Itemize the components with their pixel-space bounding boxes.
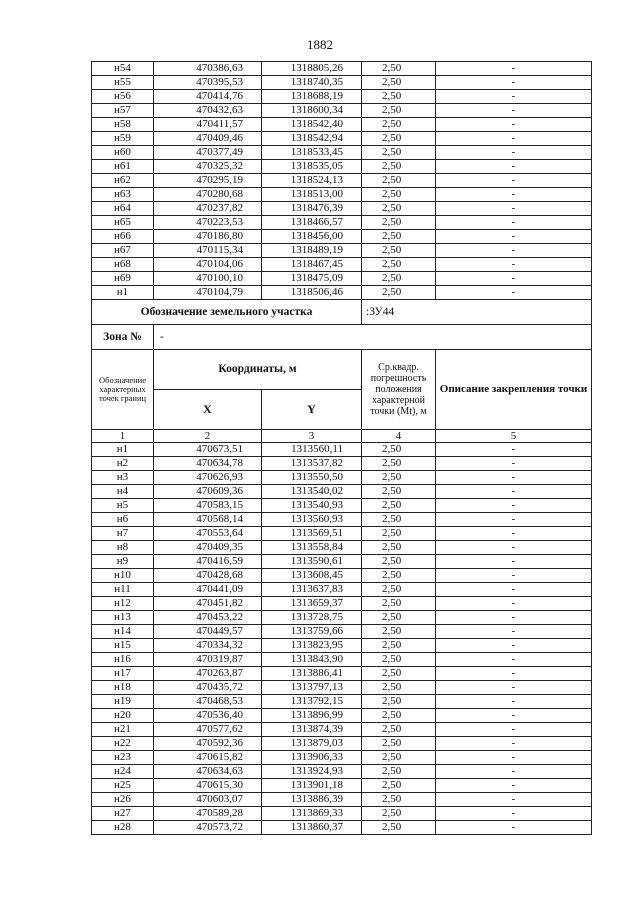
point-id: н3 <box>92 471 154 485</box>
top-section <box>92 62 592 300</box>
coordinate-y: 1313860,37 <box>262 821 362 835</box>
accuracy-value: 2,50 <box>362 90 436 104</box>
fixing-description: - <box>436 597 592 611</box>
point-id: н65 <box>92 216 154 230</box>
header-coordinates: Координаты, м <box>154 350 362 390</box>
table-row <box>92 286 592 300</box>
coordinate-x: 470451,82 <box>154 597 262 611</box>
accuracy-value: 2,50 <box>362 709 436 723</box>
fixing-description: - <box>436 104 592 118</box>
table-row <box>92 625 592 639</box>
accuracy-value: 2,50 <box>362 555 436 569</box>
fixing-description: - <box>436 146 592 160</box>
accuracy-value: 2,50 <box>362 667 436 681</box>
table-row <box>92 202 592 216</box>
coordinate-x: 470609,36 <box>154 485 262 499</box>
point-id: н59 <box>92 132 154 146</box>
coordinate-y: 1313560,93 <box>262 513 362 527</box>
point-id: н60 <box>92 146 154 160</box>
point-id: н55 <box>92 76 154 90</box>
coordinate-y: 1313886,41 <box>262 667 362 681</box>
accuracy-value: 2,50 <box>362 499 436 513</box>
point-id: н56 <box>92 90 154 104</box>
table-row <box>92 471 592 485</box>
point-id: н57 <box>92 104 154 118</box>
coordinate-x: 470386,63 <box>154 62 262 76</box>
fixing-description: - <box>436 723 592 737</box>
point-id: н24 <box>92 765 154 779</box>
fixing-description: - <box>436 443 592 457</box>
coordinate-x: 470435,72 <box>154 681 262 695</box>
header-accuracy: Ср.квадр. погрешность положения характерной точки (Mt), м <box>362 350 436 430</box>
coordinate-x: 470615,30 <box>154 779 262 793</box>
coordinate-x: 470536,40 <box>154 709 262 723</box>
table-row <box>92 709 592 723</box>
point-id: н23 <box>92 751 154 765</box>
point-id: н69 <box>92 272 154 286</box>
coordinate-y: 1313560,11 <box>262 443 362 457</box>
point-id: н4 <box>92 485 154 499</box>
coordinate-x: 470573,72 <box>154 821 262 835</box>
coordinate-y: 1313896,99 <box>262 709 362 723</box>
point-id: н67 <box>92 244 154 258</box>
coordinate-x: 470325,32 <box>154 160 262 174</box>
coordinate-x: 470449,57 <box>154 625 262 639</box>
coordinate-y: 1318600,34 <box>262 104 362 118</box>
column-number: 1 <box>92 430 154 443</box>
column-number: 5 <box>436 430 592 443</box>
coordinate-x: 470295,19 <box>154 174 262 188</box>
table-row <box>92 597 592 611</box>
accuracy-value: 2,50 <box>362 471 436 485</box>
point-id: н1 <box>92 286 154 300</box>
fixing-description: - <box>436 639 592 653</box>
accuracy-value: 2,50 <box>362 821 436 835</box>
accuracy-value: 2,50 <box>362 457 436 471</box>
coordinate-y: 1313906,33 <box>262 751 362 765</box>
accuracy-value: 2,50 <box>362 723 436 737</box>
coordinate-y: 1318456,00 <box>262 230 362 244</box>
point-id: н11 <box>92 583 154 597</box>
table-row <box>92 737 592 751</box>
table-row <box>92 230 592 244</box>
coordinate-y: 1313540,02 <box>262 485 362 499</box>
coordinate-x: 470186,80 <box>154 230 262 244</box>
coordinate-x: 470577,62 <box>154 723 262 737</box>
zone-label: Зона № <box>92 325 154 350</box>
table-row <box>92 174 592 188</box>
accuracy-value: 2,50 <box>362 104 436 118</box>
accuracy-value: 2,50 <box>362 202 436 216</box>
accuracy-value: 2,50 <box>362 146 436 160</box>
accuracy-value: 2,50 <box>362 793 436 807</box>
fixing-description: - <box>436 118 592 132</box>
coordinate-y: 1313728,75 <box>262 611 362 625</box>
fixing-description: - <box>436 132 592 146</box>
fixing-description: - <box>436 258 592 272</box>
fixing-description: - <box>436 765 592 779</box>
accuracy-value: 2,50 <box>362 132 436 146</box>
coordinate-x: 470615,82 <box>154 751 262 765</box>
point-id: н54 <box>92 62 154 76</box>
column-number: 2 <box>154 430 262 443</box>
coordinate-x: 470583,15 <box>154 499 262 513</box>
coordinate-y: 1318535,05 <box>262 160 362 174</box>
table-row <box>92 104 592 118</box>
parcel-value: :ЗУ44 <box>362 300 592 325</box>
table-row <box>92 541 592 555</box>
coordinate-y: 1318805,26 <box>262 62 362 76</box>
coordinate-y: 1313537,82 <box>262 457 362 471</box>
point-id: н22 <box>92 737 154 751</box>
coordinate-x: 470104,79 <box>154 286 262 300</box>
accuracy-value: 2,50 <box>362 765 436 779</box>
table-row <box>92 779 592 793</box>
table-row <box>92 639 592 653</box>
point-id: н8 <box>92 541 154 555</box>
fixing-description: - <box>436 174 592 188</box>
table-row <box>92 160 592 174</box>
coordinate-y: 1313874,39 <box>262 723 362 737</box>
accuracy-value: 2,50 <box>362 443 436 457</box>
coordinate-y: 1313901,18 <box>262 779 362 793</box>
table-row <box>92 216 592 230</box>
coordinate-y: 1313659,37 <box>262 597 362 611</box>
accuracy-value: 2,50 <box>362 286 436 300</box>
fixing-description: - <box>436 527 592 541</box>
fixing-description: - <box>436 471 592 485</box>
header-y: Y <box>262 390 362 430</box>
column-number: 4 <box>362 430 436 443</box>
coordinate-x: 470453,22 <box>154 611 262 625</box>
accuracy-value: 2,50 <box>362 681 436 695</box>
table-row <box>92 555 592 569</box>
accuracy-value: 2,50 <box>362 611 436 625</box>
coordinate-y: 1318513,00 <box>262 188 362 202</box>
table-row <box>92 821 592 835</box>
point-id: н58 <box>92 118 154 132</box>
fixing-description: - <box>436 230 592 244</box>
coordinate-x: 470603,07 <box>154 793 262 807</box>
coordinate-x: 470377,49 <box>154 146 262 160</box>
coordinate-x: 470334,32 <box>154 639 262 653</box>
page-number: 1882 <box>307 37 333 52</box>
coordinate-x: 470409,35 <box>154 541 262 555</box>
accuracy-value: 2,50 <box>362 527 436 541</box>
coordinate-x: 470634,63 <box>154 765 262 779</box>
table-row <box>92 793 592 807</box>
coordinate-x: 470409,46 <box>154 132 262 146</box>
accuracy-value: 2,50 <box>362 737 436 751</box>
coordinate-x: 470223,53 <box>154 216 262 230</box>
accuracy-value: 2,50 <box>362 216 436 230</box>
table-row <box>92 244 592 258</box>
header-section <box>92 300 592 443</box>
table-row <box>92 583 592 597</box>
fixing-description: - <box>436 541 592 555</box>
accuracy-value: 2,50 <box>362 485 436 499</box>
coordinate-y: 1313569,51 <box>262 527 362 541</box>
accuracy-value: 2,50 <box>362 174 436 188</box>
coordinate-x: 470626,93 <box>154 471 262 485</box>
point-id: н14 <box>92 625 154 639</box>
table-row <box>92 457 592 471</box>
table-row <box>92 443 592 457</box>
coordinate-y: 1318466,57 <box>262 216 362 230</box>
header-x: X <box>154 390 262 430</box>
coordinate-y: 1318475,09 <box>262 272 362 286</box>
coordinate-y: 1313843,90 <box>262 653 362 667</box>
fixing-description: - <box>436 513 592 527</box>
point-id: н6 <box>92 513 154 527</box>
fixing-description: - <box>436 272 592 286</box>
table-row <box>92 485 592 499</box>
point-id: н21 <box>92 723 154 737</box>
table-row <box>92 90 592 104</box>
table-row <box>92 188 592 202</box>
coordinate-y: 1313550,50 <box>262 471 362 485</box>
coordinate-y: 1313886,39 <box>262 793 362 807</box>
fixing-description: - <box>436 681 592 695</box>
accuracy-value: 2,50 <box>362 597 436 611</box>
accuracy-value: 2,50 <box>362 695 436 709</box>
accuracy-value: 2,50 <box>362 230 436 244</box>
accuracy-value: 2,50 <box>362 160 436 174</box>
accuracy-value: 2,50 <box>362 244 436 258</box>
point-id: н9 <box>92 555 154 569</box>
coordinate-y: 1318489,19 <box>262 244 362 258</box>
column-number: 3 <box>262 430 362 443</box>
coordinate-y: 1318542,94 <box>262 132 362 146</box>
point-id: н64 <box>92 202 154 216</box>
fixing-description: - <box>436 779 592 793</box>
table-row <box>92 527 592 541</box>
fixing-description: - <box>436 611 592 625</box>
table-row <box>92 76 592 90</box>
fixing-description: - <box>436 667 592 681</box>
fixing-description: - <box>436 244 592 258</box>
table-row <box>92 146 592 160</box>
coordinate-y: 1313590,61 <box>262 555 362 569</box>
point-id: н10 <box>92 569 154 583</box>
accuracy-value: 2,50 <box>362 76 436 90</box>
coordinate-y: 1313558,84 <box>262 541 362 555</box>
fixing-description: - <box>436 62 592 76</box>
coordinate-x: 470441,09 <box>154 583 262 597</box>
header-point-designation: Обозначение характерных точек границ <box>92 350 154 430</box>
accuracy-value: 2,50 <box>362 118 436 132</box>
point-id: н28 <box>92 821 154 835</box>
coordinate-y: 1313540,93 <box>262 499 362 513</box>
table-row <box>92 569 592 583</box>
table-row <box>92 751 592 765</box>
coordinate-x: 470553,64 <box>154 527 262 541</box>
fixing-description: - <box>436 807 592 821</box>
table-row <box>92 132 592 146</box>
point-id: н27 <box>92 807 154 821</box>
coordinate-y: 1313797,13 <box>262 681 362 695</box>
fixing-description: - <box>436 555 592 569</box>
table-row <box>92 513 592 527</box>
fixing-description: - <box>436 457 592 471</box>
accuracy-value: 2,50 <box>362 188 436 202</box>
coordinate-x: 470280,68 <box>154 188 262 202</box>
point-id: н7 <box>92 527 154 541</box>
accuracy-value: 2,50 <box>362 258 436 272</box>
accuracy-value: 2,50 <box>362 62 436 76</box>
coordinate-x: 470411,57 <box>154 118 262 132</box>
header-fixing: Описание закрепления точки <box>436 350 592 430</box>
fixing-description: - <box>436 737 592 751</box>
coordinate-y: 1318533,45 <box>262 146 362 160</box>
accuracy-value: 2,50 <box>362 272 436 286</box>
coordinate-y: 1318476,39 <box>262 202 362 216</box>
accuracy-value: 2,50 <box>362 569 436 583</box>
fixing-description: - <box>436 499 592 513</box>
fixing-description: - <box>436 569 592 583</box>
accuracy-value: 2,50 <box>362 751 436 765</box>
point-id: н25 <box>92 779 154 793</box>
coordinate-x: 470673,51 <box>154 443 262 457</box>
table-row <box>92 499 592 513</box>
fixing-description: - <box>436 202 592 216</box>
coordinate-x: 470263,87 <box>154 667 262 681</box>
table-row <box>92 118 592 132</box>
zone-value: - <box>154 325 592 350</box>
accuracy-value: 2,50 <box>362 583 436 597</box>
point-id: н13 <box>92 611 154 625</box>
table-row <box>92 807 592 821</box>
table-row <box>92 695 592 709</box>
parcel-label: Обозначение земельного участка <box>92 300 362 325</box>
point-id: н63 <box>92 188 154 202</box>
accuracy-value: 2,50 <box>362 625 436 639</box>
table-row <box>92 62 592 76</box>
coordinate-x: 470589,28 <box>154 807 262 821</box>
coordinate-y: 1313879,03 <box>262 737 362 751</box>
table-row <box>92 667 592 681</box>
fixing-description: - <box>436 793 592 807</box>
fixing-description: - <box>436 695 592 709</box>
fixing-description: - <box>436 286 592 300</box>
accuracy-value: 2,50 <box>362 541 436 555</box>
point-id: н17 <box>92 667 154 681</box>
fixing-description: - <box>436 625 592 639</box>
table-row <box>92 653 592 667</box>
accuracy-value: 2,50 <box>362 653 436 667</box>
point-id: н18 <box>92 681 154 695</box>
point-id: н2 <box>92 457 154 471</box>
coordinate-y: 1318467,45 <box>262 258 362 272</box>
point-id: н12 <box>92 597 154 611</box>
point-id: н68 <box>92 258 154 272</box>
table-row <box>92 611 592 625</box>
coordinate-y: 1318542,40 <box>262 118 362 132</box>
accuracy-value: 2,50 <box>362 807 436 821</box>
fixing-description: - <box>436 188 592 202</box>
fixing-description: - <box>436 709 592 723</box>
coordinate-y: 1318506,46 <box>262 286 362 300</box>
coordinate-y: 1313823,95 <box>262 639 362 653</box>
coordinate-y: 1318740,35 <box>262 76 362 90</box>
coordinate-y: 1313924,93 <box>262 765 362 779</box>
coordinates-table <box>91 61 592 835</box>
coordinate-x: 470568,14 <box>154 513 262 527</box>
coordinate-y: 1313869,33 <box>262 807 362 821</box>
coordinate-x: 470416,59 <box>154 555 262 569</box>
fixing-description: - <box>436 90 592 104</box>
fixing-description: - <box>436 216 592 230</box>
fixing-description: - <box>436 821 592 835</box>
point-id: н26 <box>92 793 154 807</box>
coordinate-x: 470115,34 <box>154 244 262 258</box>
bottom-section <box>92 443 592 835</box>
table-row <box>92 272 592 286</box>
coordinate-y: 1313792,15 <box>262 695 362 709</box>
fixing-description: - <box>436 160 592 174</box>
coordinate-y: 1313759,66 <box>262 625 362 639</box>
point-id: н20 <box>92 709 154 723</box>
fixing-description: - <box>436 485 592 499</box>
table-row <box>92 681 592 695</box>
accuracy-value: 2,50 <box>362 513 436 527</box>
point-id: н16 <box>92 653 154 667</box>
coordinate-x: 470428,68 <box>154 569 262 583</box>
coordinate-y: 1318524,13 <box>262 174 362 188</box>
coordinate-x: 470237,82 <box>154 202 262 216</box>
coordinate-x: 470432,63 <box>154 104 262 118</box>
accuracy-value: 2,50 <box>362 779 436 793</box>
coordinate-x: 470468,53 <box>154 695 262 709</box>
table-row <box>92 765 592 779</box>
coordinate-y: 1318688,19 <box>262 90 362 104</box>
coordinate-y: 1313608,45 <box>262 569 362 583</box>
coordinate-y: 1313637,83 <box>262 583 362 597</box>
coordinate-x: 470319,87 <box>154 653 262 667</box>
fixing-description: - <box>436 76 592 90</box>
point-id: н5 <box>92 499 154 513</box>
coordinate-x: 470634,78 <box>154 457 262 471</box>
fixing-description: - <box>436 751 592 765</box>
table-row <box>92 258 592 272</box>
coordinate-x: 470100,10 <box>154 272 262 286</box>
fixing-description: - <box>436 583 592 597</box>
accuracy-value: 2,50 <box>362 639 436 653</box>
point-id: н61 <box>92 160 154 174</box>
coordinate-x: 470414,76 <box>154 90 262 104</box>
coordinate-x: 470592,36 <box>154 737 262 751</box>
fixing-description: - <box>436 653 592 667</box>
point-id: н62 <box>92 174 154 188</box>
point-id: н66 <box>92 230 154 244</box>
point-id: н1 <box>92 443 154 457</box>
coordinate-x: 470104,06 <box>154 258 262 272</box>
table-row <box>92 723 592 737</box>
point-id: н15 <box>92 639 154 653</box>
point-id: н19 <box>92 695 154 709</box>
coordinate-x: 470395,53 <box>154 76 262 90</box>
